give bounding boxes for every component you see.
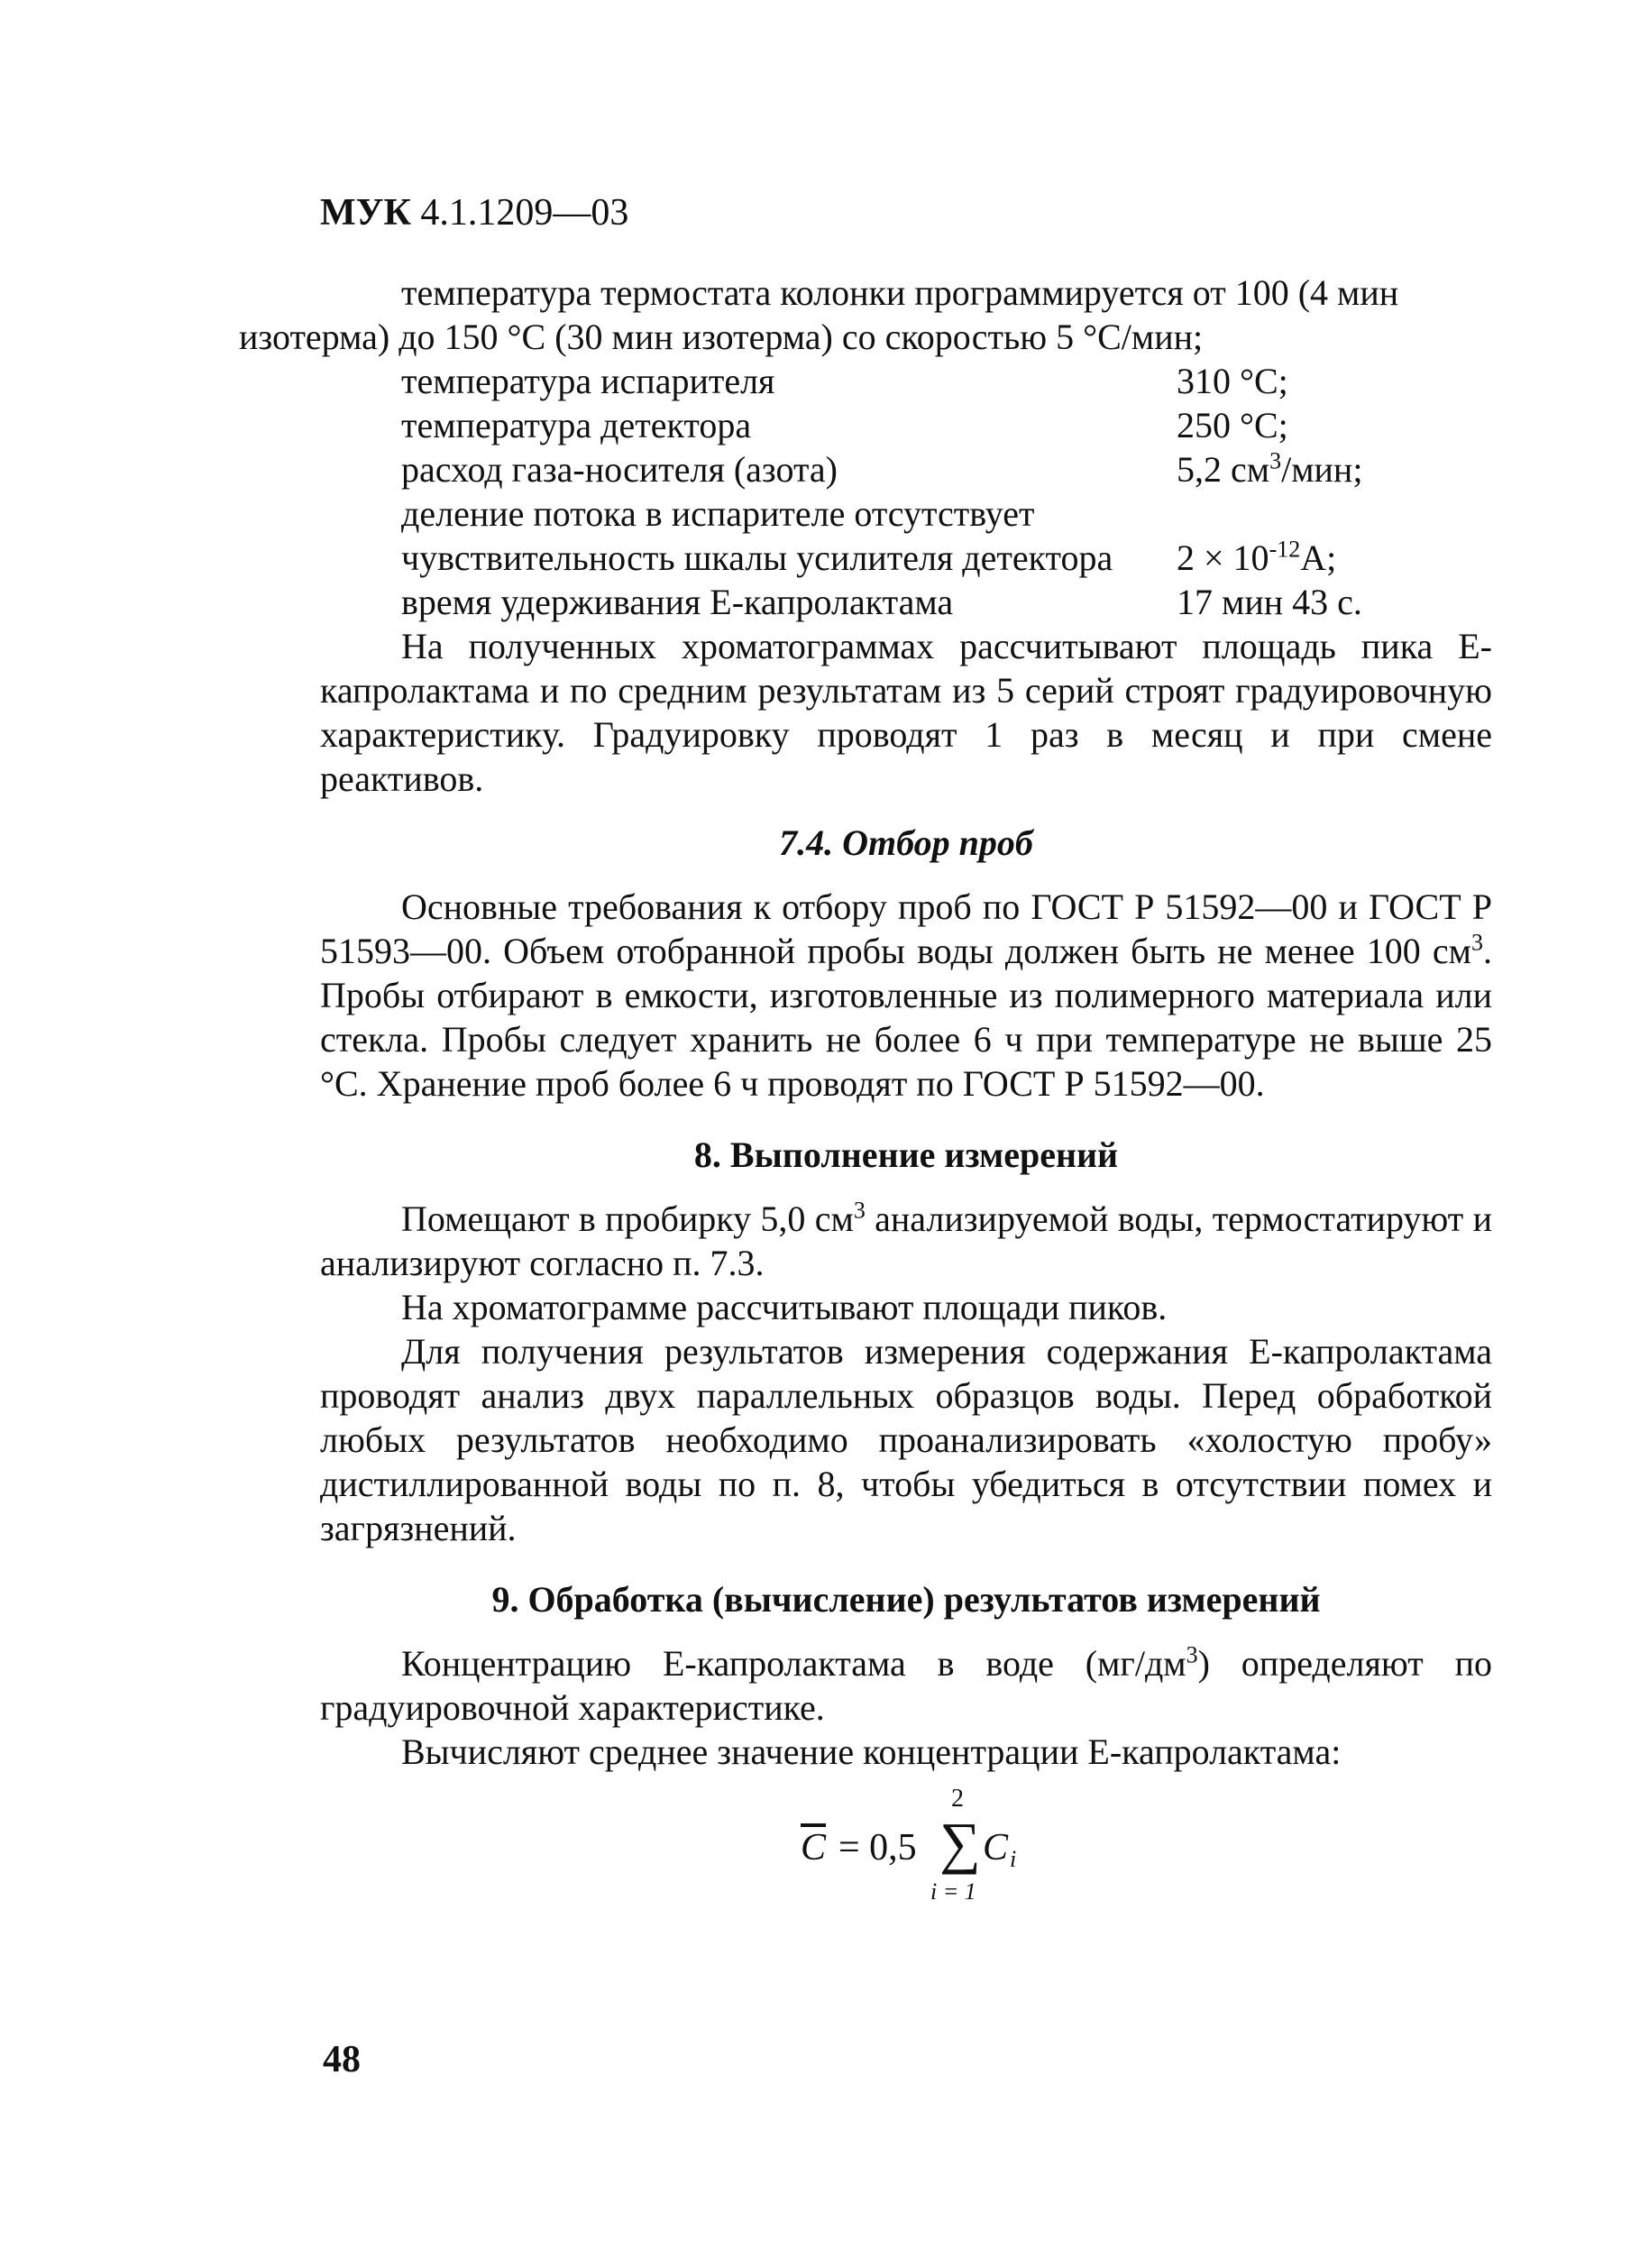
- paragraph-text: Помещают в пробирку 5,0 см: [401, 1198, 854, 1239]
- intro-line-2: изотерма) до 150 °С (30 мин изотерма) со скоростью 5 °С/мин;: [239, 317, 1204, 357]
- section-8-paragraph-3: Для получения результатов измерения содержания Е-капролактама проводят анализ двух параллельных образцов воды. Перед обработкой любых результатов необходимо проанализировать «холостую пробу» дистиллированной воды по п. 8, чтобы убедиться в отсутствии помех и загрязнений.: [320, 1331, 1492, 1548]
- formula-lhs: $\overline{C}$: [801, 1827, 827, 1869]
- page-number: 48: [323, 2039, 361, 2080]
- condition-value: 250 °С;: [1177, 405, 1288, 445]
- condition-row: [401, 403, 1492, 447]
- value-text: А;: [1300, 537, 1337, 578]
- header-code: 4.1.1209—03: [420, 192, 629, 234]
- condition-label: деление потока в испарителе отсутствует: [401, 493, 1035, 534]
- value-superscript: 3: [1269, 447, 1282, 474]
- formula-equals: = 0,5: [838, 1827, 917, 1869]
- condition-label: температура испарителя: [401, 361, 775, 401]
- section-8-title: 8. Выполнение измерений: [693, 1134, 1119, 1175]
- paragraph-superscript: 3: [1186, 1641, 1198, 1668]
- condition-value: 17 мин 43 с.: [1177, 582, 1362, 622]
- paragraph-text: Основные требования к отбору проб по ГОСТ Р 51592—00 и ГОСТ Р 51593—00. Объем отобранной пробы воды должен быть не менее 100 см: [320, 886, 1492, 971]
- condition-label: время удерживания Е-капролактама: [401, 582, 954, 622]
- calibration-paragraph: На полученных хроматограммах рассчитывают площадь пика Е-капролактама и по средним результатам из 5 серий строят градуировочную характеристику. Градуировку проводят 1 раз в месяц и при смене реактивов.: [320, 626, 1492, 799]
- section-9-paragraph-2: Вычисляют среднее значение концентрации Е-капролактама:: [401, 1731, 1342, 1772]
- condition-label: чувствительность шкалы усилителя детектора: [401, 537, 1113, 578]
- section-9-paragraph-1: [320, 1641, 1492, 1730]
- running-header: [320, 191, 628, 234]
- condition-row: [401, 447, 1492, 491]
- section-7-4-paragraph: [320, 885, 1492, 1106]
- sum-symbol-icon: ∑: [939, 1811, 981, 1875]
- value-text: 2 × 10: [1177, 537, 1269, 578]
- mean-concentration-formula: [784, 1785, 1091, 1916]
- value-superscript: -12: [1269, 536, 1301, 563]
- formula-term: C: [983, 1827, 1009, 1869]
- value-text: /мин;: [1281, 449, 1363, 490]
- condition-value: [1177, 536, 1492, 580]
- intro-line-1: температура термостата колонки программируется от 100 (4 мин: [401, 272, 1399, 313]
- section-9-title: 9. Обработка (вычисление) результатов измерений: [491, 1579, 1321, 1620]
- section-8-paragraph-1: [320, 1197, 1492, 1285]
- paragraph-text: . Пробы отбирают в емкости, изготовленные из полимерного материала или стекла. Пробы следует хранить не более 6 ч при температуре не выше 25 °С. Хранение проб более 6 ч проводят по ГОСТ Р 51592—00.: [320, 931, 1492, 1104]
- conditions-intro: [239, 271, 1492, 359]
- sum-lower-limit: i = 1: [930, 1878, 976, 1905]
- condition-row: [401, 536, 1492, 580]
- formula-subscript: i: [1010, 1846, 1017, 1872]
- condition-row: [401, 491, 1492, 536]
- condition-row: [401, 359, 1492, 403]
- value-text: 5,2 см: [1177, 449, 1270, 490]
- paragraph-text: ) определяют по градуировочной характеристике.: [320, 1643, 1492, 1728]
- paragraph-superscript: 3: [853, 1197, 866, 1224]
- section-7-4-title: 7.4. Отбор проб: [779, 822, 1033, 863]
- condition-value: 310 °С;: [1177, 361, 1288, 401]
- header-prefix: МУК: [320, 192, 411, 234]
- sum-upper-limit: 2: [951, 1785, 964, 1813]
- condition-value: [1177, 447, 1492, 491]
- page-body: [239, 271, 1492, 1774]
- paragraph-text: Концентрацию Е-капролактама в воде (мг/дм: [401, 1643, 1186, 1684]
- paragraph-superscript: 3: [1471, 929, 1483, 956]
- condition-row: [401, 580, 1492, 624]
- condition-label: температура детектора: [401, 405, 752, 445]
- paragraph-text: анализируемой воды, термостатируют и анализируют согласно п. 7.3.: [320, 1198, 1492, 1283]
- section-8-paragraph-2: На хроматограмме рассчитывают площади пиков.: [401, 1287, 1168, 1327]
- condition-label: расход газа-носителя (азота): [401, 449, 838, 490]
